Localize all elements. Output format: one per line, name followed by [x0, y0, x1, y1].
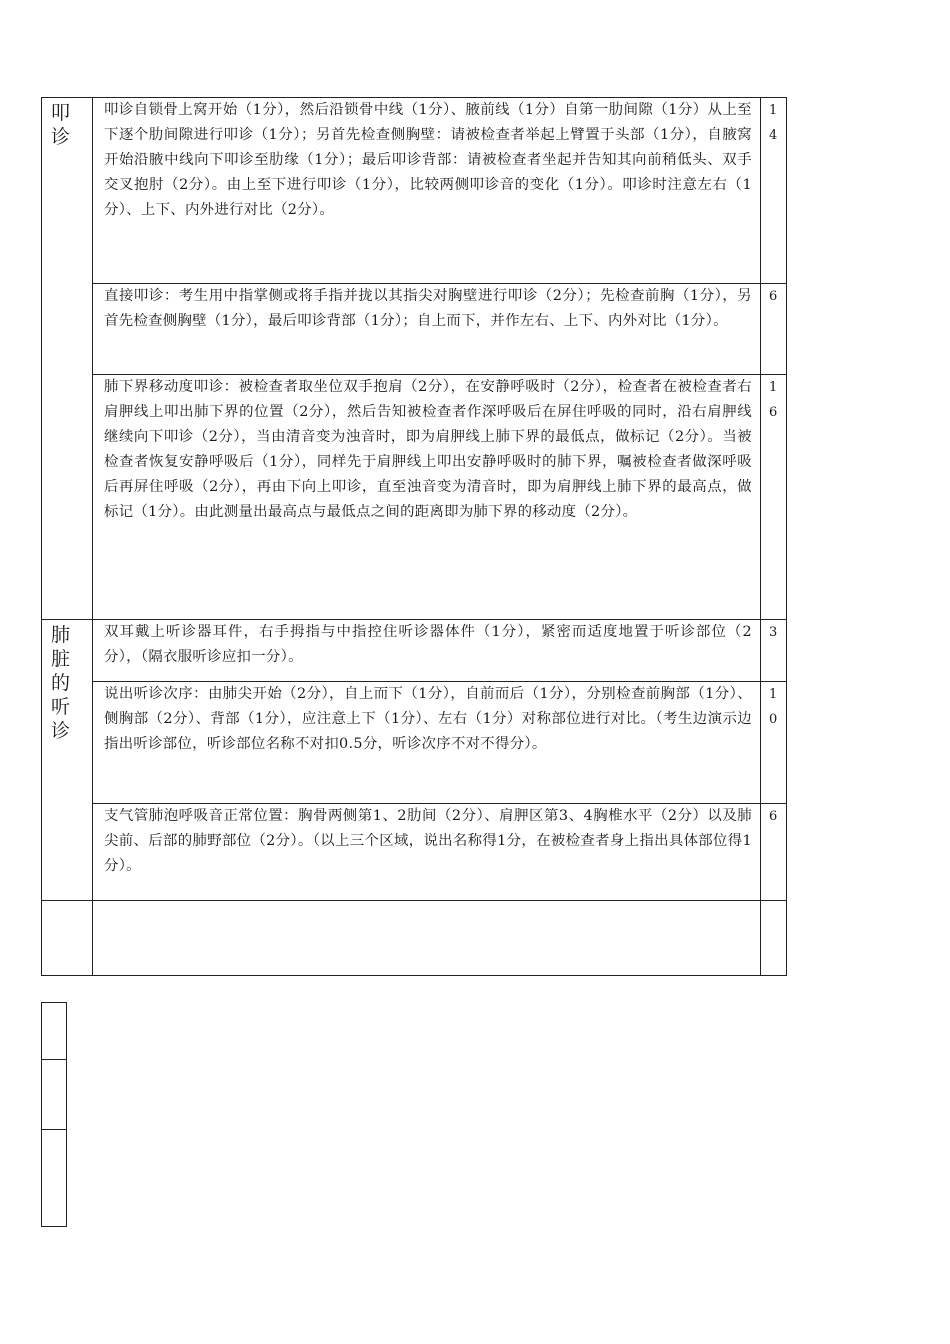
item-description: 双耳戴上听诊器耳件，右手拇指与中指控住听诊器体件（1分），紧密而适度地置于听诊部位（2分），（隔衣服听诊应扣一分）。 — [104, 624, 752, 665]
item-score: 10 — [769, 687, 778, 727]
item-score: 14 — [769, 103, 778, 143]
empty-cell — [93, 901, 761, 976]
side-table-row — [42, 1060, 67, 1130]
scoring-table — [41, 97, 787, 976]
item-score: 16 — [769, 380, 778, 420]
item-score: 6 — [769, 809, 778, 824]
table-row — [42, 620, 787, 682]
score-cell — [761, 682, 787, 804]
item-description-cell — [93, 804, 761, 901]
item-score: 6 — [769, 289, 778, 304]
table-row — [42, 284, 787, 375]
category-label: 肺脏的听诊 — [51, 624, 71, 742]
score-cell — [761, 375, 787, 620]
item-description: 支气管肺泡呼吸音正常位置：胸骨两侧第1、2肋间（2分）、肩胛区第3、4胸椎水平（2分）以及肺尖前、后部的肺野部位（2分）。（以上三个区域，说出名称得1分，在被检查者身上指出具体部位得1分）。 — [104, 808, 752, 874]
empty-row — [42, 901, 787, 976]
item-description: 直接叩诊：考生用中指掌侧或将手指并拢以其指尖对胸壁进行叩诊（2分）；先检查前胸（1分），另首先检查侧胸壁（1分），最后叩诊背部（1分）；自上而下，并作左右、上下、内外对比（1分）。 — [104, 288, 752, 329]
empty-cell — [42, 1130, 67, 1227]
empty-cell — [761, 901, 787, 976]
category-cell — [42, 98, 93, 620]
item-description: 叩诊自锁骨上窝开始（1分），然后沿锁骨中线（1分）、腋前线（1分）自第一肋间隙（1分）从上至下逐个肋间隙进行叩诊（1分）；另首先检查侧胸壁：请被检查者举起上臂置于头部（1分），自腋窝开始沿腋中线向下叩诊至肋缘（1分）；最后叩诊背部：请被检查者坐起并告知其向前稍低头、双手交叉抱肘（2分）。由上至下进行叩诊（1分），比较两侧叩诊音的变化（1分）。叩诊时注意左右（1分）、上下、内外进行对比（2分）。 — [104, 102, 752, 218]
empty-cell — [42, 1003, 67, 1060]
item-description-cell — [93, 375, 761, 620]
item-description-cell — [93, 284, 761, 375]
score-cell — [761, 804, 787, 901]
score-cell — [761, 284, 787, 375]
side-table-row — [42, 1003, 67, 1060]
category-cell — [42, 620, 93, 901]
empty-cell — [42, 1060, 67, 1130]
item-description-cell — [93, 98, 761, 284]
item-description: 肺下界移动度叩诊：被检查者取坐位双手抱肩（2分），在安静呼吸时（2分），检查者在被检查者右肩胛线上叩出肺下界的位置（2分），然后告知被检查者作深呼吸后在屏住呼吸的同时，沿右肩胛线继续向下叩诊（2分），当由清音变为浊音时，即为肩胛线上肺下界的最低点，做标记（2分）。当被检查者恢复安静呼吸后（1分），同样先于肩胛线上叩出安静呼吸时的肺下界，嘱被检查者做深呼吸后再屏住呼吸（2分），再由下向上叩诊，直至浊音变为清音时，即为肩胛线上肺下界的最高点，做标记（1分）。由此测量出最高点与最低点之间的距离即为肺下界的移动度（2分）。 — [104, 379, 752, 520]
score-cell — [761, 98, 787, 284]
table-row — [42, 682, 787, 804]
score-cell — [761, 620, 787, 682]
table-row — [42, 804, 787, 901]
table-row — [42, 375, 787, 620]
empty-cell — [42, 901, 93, 976]
item-description-cell — [93, 620, 761, 682]
item-score: 3 — [769, 625, 778, 640]
side-table-row — [42, 1130, 67, 1227]
side-table — [41, 1002, 67, 1227]
item-description: 说出听诊次序：由肺尖开始（2分），自上而下（1分），自前而后（1分），分别检查前胸部（1分）、侧胸部（2分）、背部（1分），应注意上下（1分）、左右（1分）对称部位进行对比。（考生边演示边指出听诊部位，听诊部位名称不对扣0.5分，听诊次序不对不得分）。 — [104, 686, 752, 752]
table-row — [42, 98, 787, 284]
category-label: 叩诊 — [51, 102, 71, 148]
item-description-cell — [93, 682, 761, 804]
